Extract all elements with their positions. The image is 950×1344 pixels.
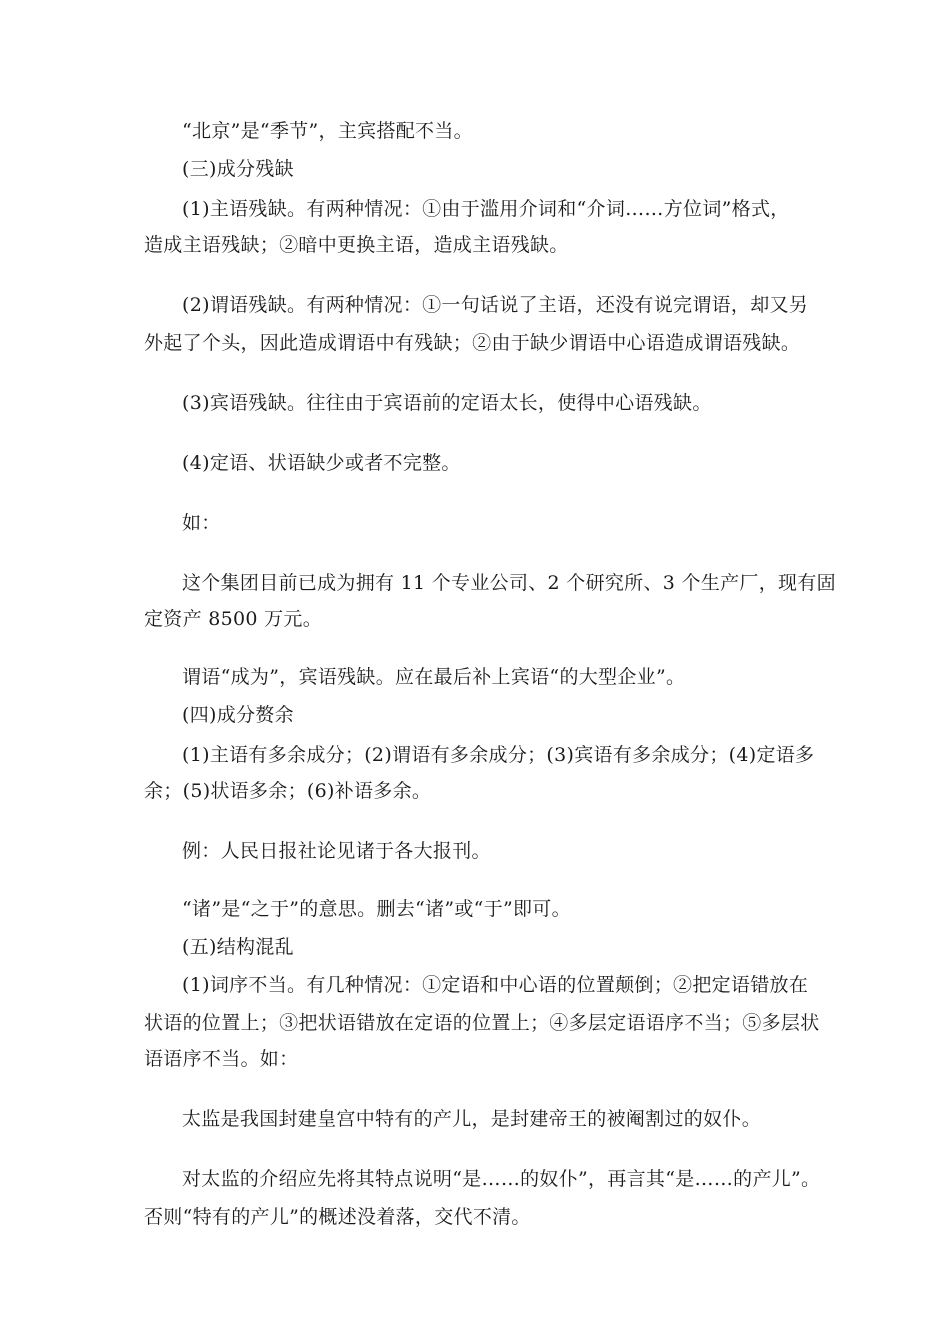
text-line: 太监是我国封建皇宫中特有的产儿，是封建帝王的被阉割过的奴仆。 [182,1108,762,1130]
text-line: 造成主语残缺；②暗中更换主语，造成主语残缺。 [144,234,569,256]
text-line: 例：人民日报社论见诸于各大报刊。 [182,840,491,862]
text-line: 这个集团目前已成为拥有 11 个专业公司、2 个研究所、3 个生产厂，现有固 [182,572,836,594]
text-line: (4)定语、状语缺少或者不完整。 [182,452,461,474]
text-line: (1)词序不当。有几种情况：①定语和中心语的位置颠倒；②把定语错放在 [182,974,809,996]
text-line: (1)主语残缺。有两种情况：①由于滥用介词和“介词……方位词”格式， [182,198,790,220]
text-line: 状语的位置上；③把状语错放在定语的位置上；④多层定语语序不当；⑤多层状 [144,1012,820,1034]
section-heading: (四)成分赘余 [182,704,294,726]
text-line: 如： [182,512,221,534]
text-line: 余；(5)状语多余；(6)补语多余。 [144,780,432,802]
text-line: (1)主语有多余成分；(2)谓语有多余成分；(3)宾语有多余成分；(4)定语多 [182,744,815,766]
text-line: “诸”是“之于”的意思。删去“诸”或“于”即可。 [182,898,571,920]
section-heading: (五)结构混乱 [182,936,294,958]
text-line: (3)宾语残缺。往往由于宾语前的定语太长，使得中心语残缺。 [182,392,712,414]
text-line: 对太监的介绍应先将其特点说明“是……的奴仆”，再言其“是……的产儿”。 [182,1168,821,1190]
text-line: “北京”是“季节”，主宾搭配不当。 [182,120,473,142]
text-line: 定资产 8500 万元。 [144,608,323,630]
text-line: 谓语“成为”，宾语残缺。应在最后补上宾语“的大型企业”。 [182,666,686,688]
text-line: 语语序不当。如： [144,1048,299,1070]
section-heading: (三)成分残缺 [182,158,294,180]
text-line: 否则“特有的产儿”的概述没着落，交代不清。 [144,1206,531,1228]
text-line: 外起了个头，因此造成谓语中有残缺；②由于缺少谓语中心语造成谓语残缺。 [144,332,801,354]
text-line: (2)谓语残缺。有两种情况：①一句话说了主语，还没有说完谓语，却又另 [182,294,809,316]
